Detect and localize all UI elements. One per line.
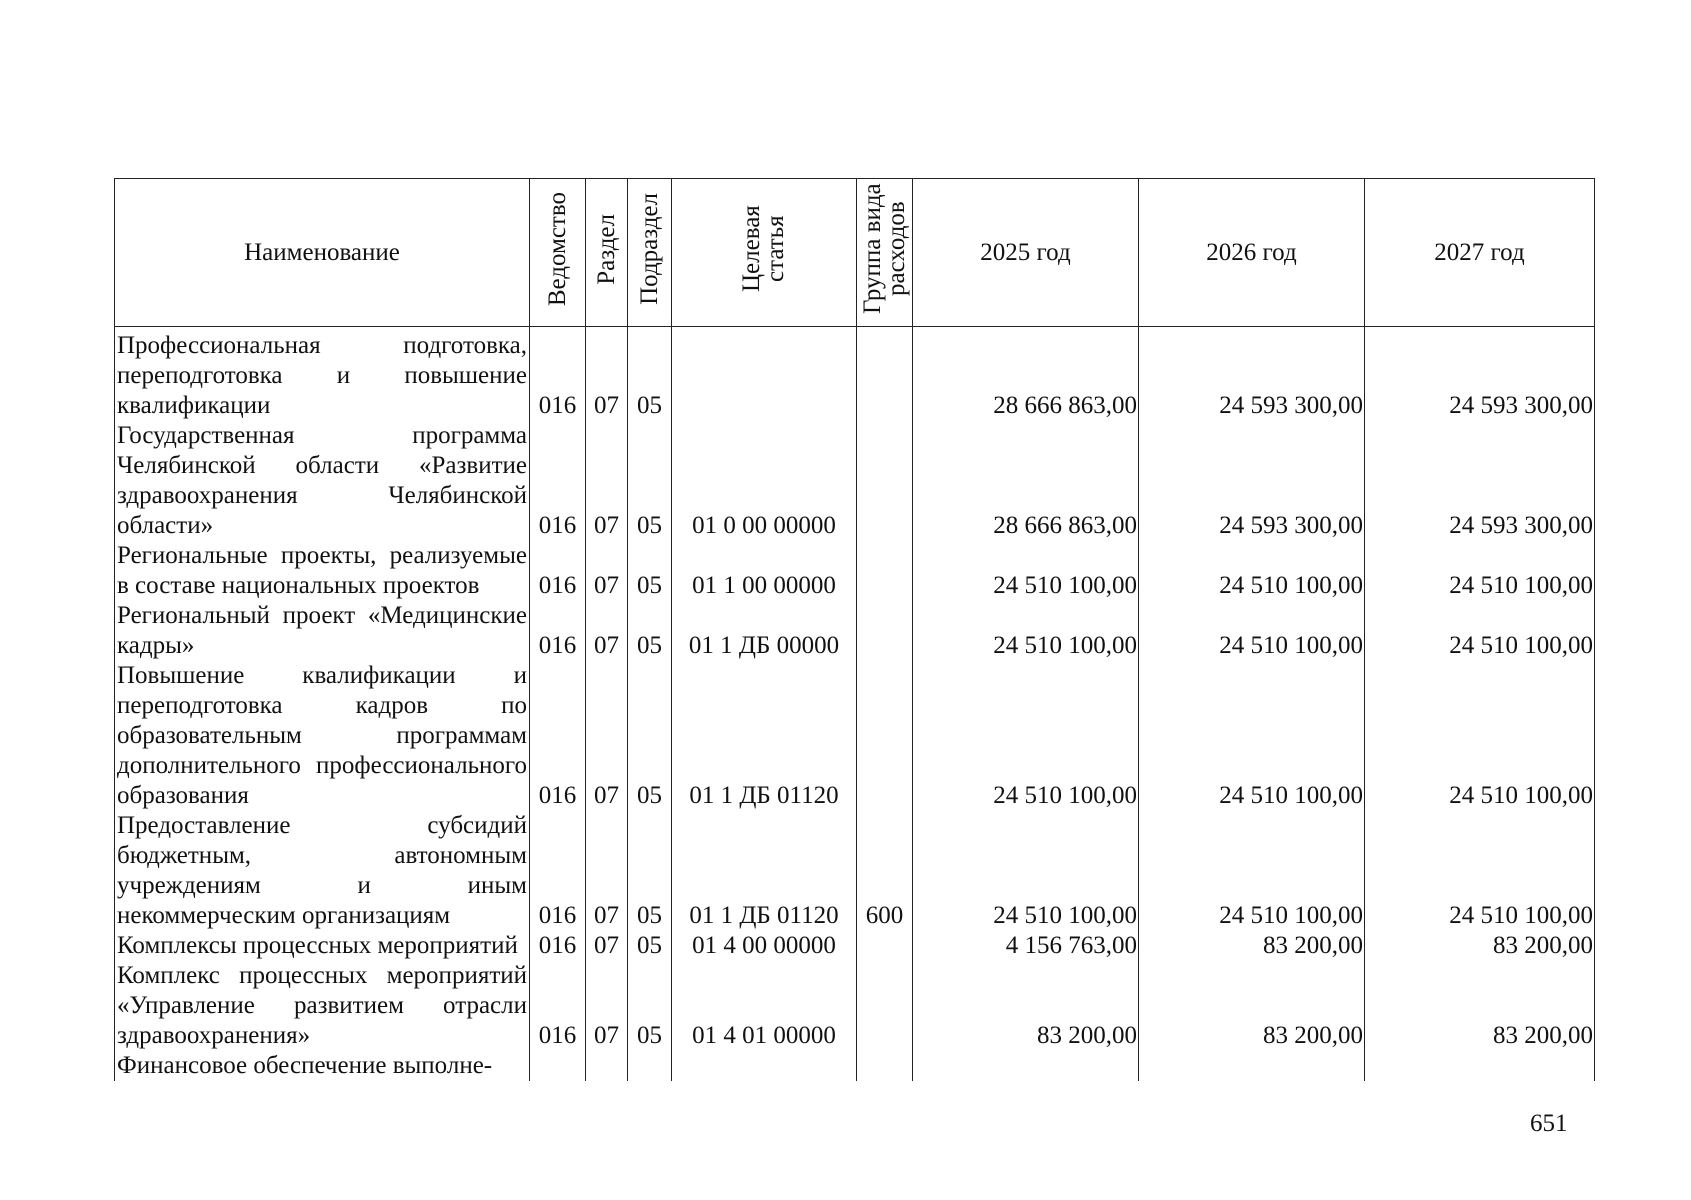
- row-target-article: 01 4 01 00000: [672, 961, 857, 1051]
- header-target-article: Целевая статья: [672, 179, 857, 327]
- row-2026: 24 510 100,00: [1139, 601, 1365, 661]
- row-2026: 24 510 100,00: [1139, 541, 1365, 601]
- table-row: [115, 601, 1595, 661]
- row-name: Финансовое обеспечение выполне-: [115, 1051, 530, 1081]
- row-name: Предоставление субсидий бюджетным, автономным учреждениям и иным некоммерческим организациям: [115, 811, 530, 931]
- row-subsection: 05: [628, 961, 672, 1051]
- row-2025: 28 666 863,00: [913, 421, 1139, 541]
- table-row: [115, 421, 1595, 541]
- row-2026: 24 510 100,00: [1139, 811, 1365, 931]
- table-row: [115, 811, 1595, 931]
- row-expense-group: 600: [857, 811, 913, 931]
- row-target-article: 01 1 ДБ 01120: [672, 811, 857, 931]
- row-2027: 24 593 300,00: [1365, 421, 1595, 541]
- row-2027: 24 510 100,00: [1365, 811, 1595, 931]
- row-2026: 83 200,00: [1139, 931, 1365, 961]
- row-target-article: 01 0 00 00000: [672, 421, 857, 541]
- row-2027: 24 510 100,00: [1365, 601, 1595, 661]
- row-target-article: 01 1 00 00000: [672, 541, 857, 601]
- row-section: 07: [586, 931, 628, 961]
- row-department: 016: [530, 421, 586, 541]
- row-2026: 83 200,00: [1139, 961, 1365, 1051]
- row-section: 07: [586, 601, 628, 661]
- row-target-article: 01 4 00 00000: [672, 931, 857, 961]
- row-department: 016: [530, 661, 586, 811]
- row-2026: 24 593 300,00: [1139, 331, 1365, 421]
- row-2026: 24 593 300,00: [1139, 421, 1365, 541]
- row-2027: 24 510 100,00: [1365, 661, 1595, 811]
- row-2025: 24 510 100,00: [913, 601, 1139, 661]
- budget-table: [114, 178, 1595, 1081]
- header-department: Ведомство: [530, 179, 586, 327]
- row-2025: 83 200,00: [913, 961, 1139, 1051]
- row-section: 07: [586, 661, 628, 811]
- header-subsection: Подраздел: [628, 179, 672, 327]
- row-target-article: [672, 331, 857, 421]
- row-department: 016: [530, 331, 586, 421]
- row-name: Профессиональная подготовка, переподготовка и повышение квалификации: [115, 331, 530, 421]
- row-2027: 24 510 100,00: [1365, 541, 1595, 601]
- table-row: [115, 541, 1595, 601]
- row-name: Региональный проект «Медицинские кадры»: [115, 601, 530, 661]
- row-2026: 24 510 100,00: [1139, 661, 1365, 811]
- row-expense-group: [857, 421, 913, 541]
- table-row: [115, 961, 1595, 1051]
- header-expense-group: Группа вида расходов: [857, 179, 913, 327]
- page-number: 651: [1530, 1110, 1568, 1137]
- row-2027: 24 593 300,00: [1365, 331, 1595, 421]
- row-department: 016: [530, 601, 586, 661]
- row-department: 016: [530, 811, 586, 931]
- row-2025: 4 156 763,00: [913, 931, 1139, 961]
- row-target-article: 01 1 ДБ 00000: [672, 601, 857, 661]
- row-expense-group: [857, 961, 913, 1051]
- table-row: [115, 331, 1595, 421]
- row-expense-group: [857, 661, 913, 811]
- row-subsection: 05: [628, 661, 672, 811]
- row-department: 016: [530, 961, 586, 1051]
- row-2025: 24 510 100,00: [913, 661, 1139, 811]
- row-section: 07: [586, 961, 628, 1051]
- row-subsection: 05: [628, 601, 672, 661]
- row-subsection: 05: [628, 541, 672, 601]
- row-subsection: 05: [628, 811, 672, 931]
- row-name: Региональные проекты, реализуемые в составе национальных проектов: [115, 541, 530, 601]
- row-section: 07: [586, 541, 628, 601]
- row-department: 016: [530, 931, 586, 961]
- row-2025: 24 510 100,00: [913, 811, 1139, 931]
- row-subsection: 05: [628, 931, 672, 961]
- row-expense-group: [857, 601, 913, 661]
- header-name: Наименование: [115, 179, 530, 327]
- row-2025: 28 666 863,00: [913, 331, 1139, 421]
- table-header-row: [115, 179, 1595, 327]
- row-name: Повышение квалификации и переподготовка кадров по образовательным программам дополнительного профессионального образования: [115, 661, 530, 811]
- row-expense-group: [857, 541, 913, 601]
- row-subsection: 05: [628, 421, 672, 541]
- row-2025: 24 510 100,00: [913, 541, 1139, 601]
- row-section: 07: [586, 811, 628, 931]
- table-row-partial: [115, 1051, 1595, 1081]
- table-row: [115, 931, 1595, 961]
- row-2027: 83 200,00: [1365, 931, 1595, 961]
- header-2026: 2026 год: [1139, 179, 1365, 327]
- row-2027: 83 200,00: [1365, 961, 1595, 1051]
- header-2027: 2027 год: [1365, 179, 1595, 327]
- row-department: 016: [530, 541, 586, 601]
- row-name: Комплексы процессных мероприятий: [115, 931, 530, 961]
- row-expense-group: [857, 331, 913, 421]
- header-2025: 2025 год: [913, 179, 1139, 327]
- table-row: [115, 661, 1595, 811]
- header-section: Раздел: [586, 179, 628, 327]
- row-subsection: 05: [628, 331, 672, 421]
- row-name: Комплекс процессных мероприятий «Управление развитием отрасли здравоохранения»: [115, 961, 530, 1051]
- row-section: 07: [586, 331, 628, 421]
- row-section: 07: [586, 421, 628, 541]
- row-target-article: 01 1 ДБ 01120: [672, 661, 857, 811]
- row-name: Государственная программа Челябинской области «Развитие здравоохранения Челябинской области»: [115, 421, 530, 541]
- row-expense-group: [857, 931, 913, 961]
